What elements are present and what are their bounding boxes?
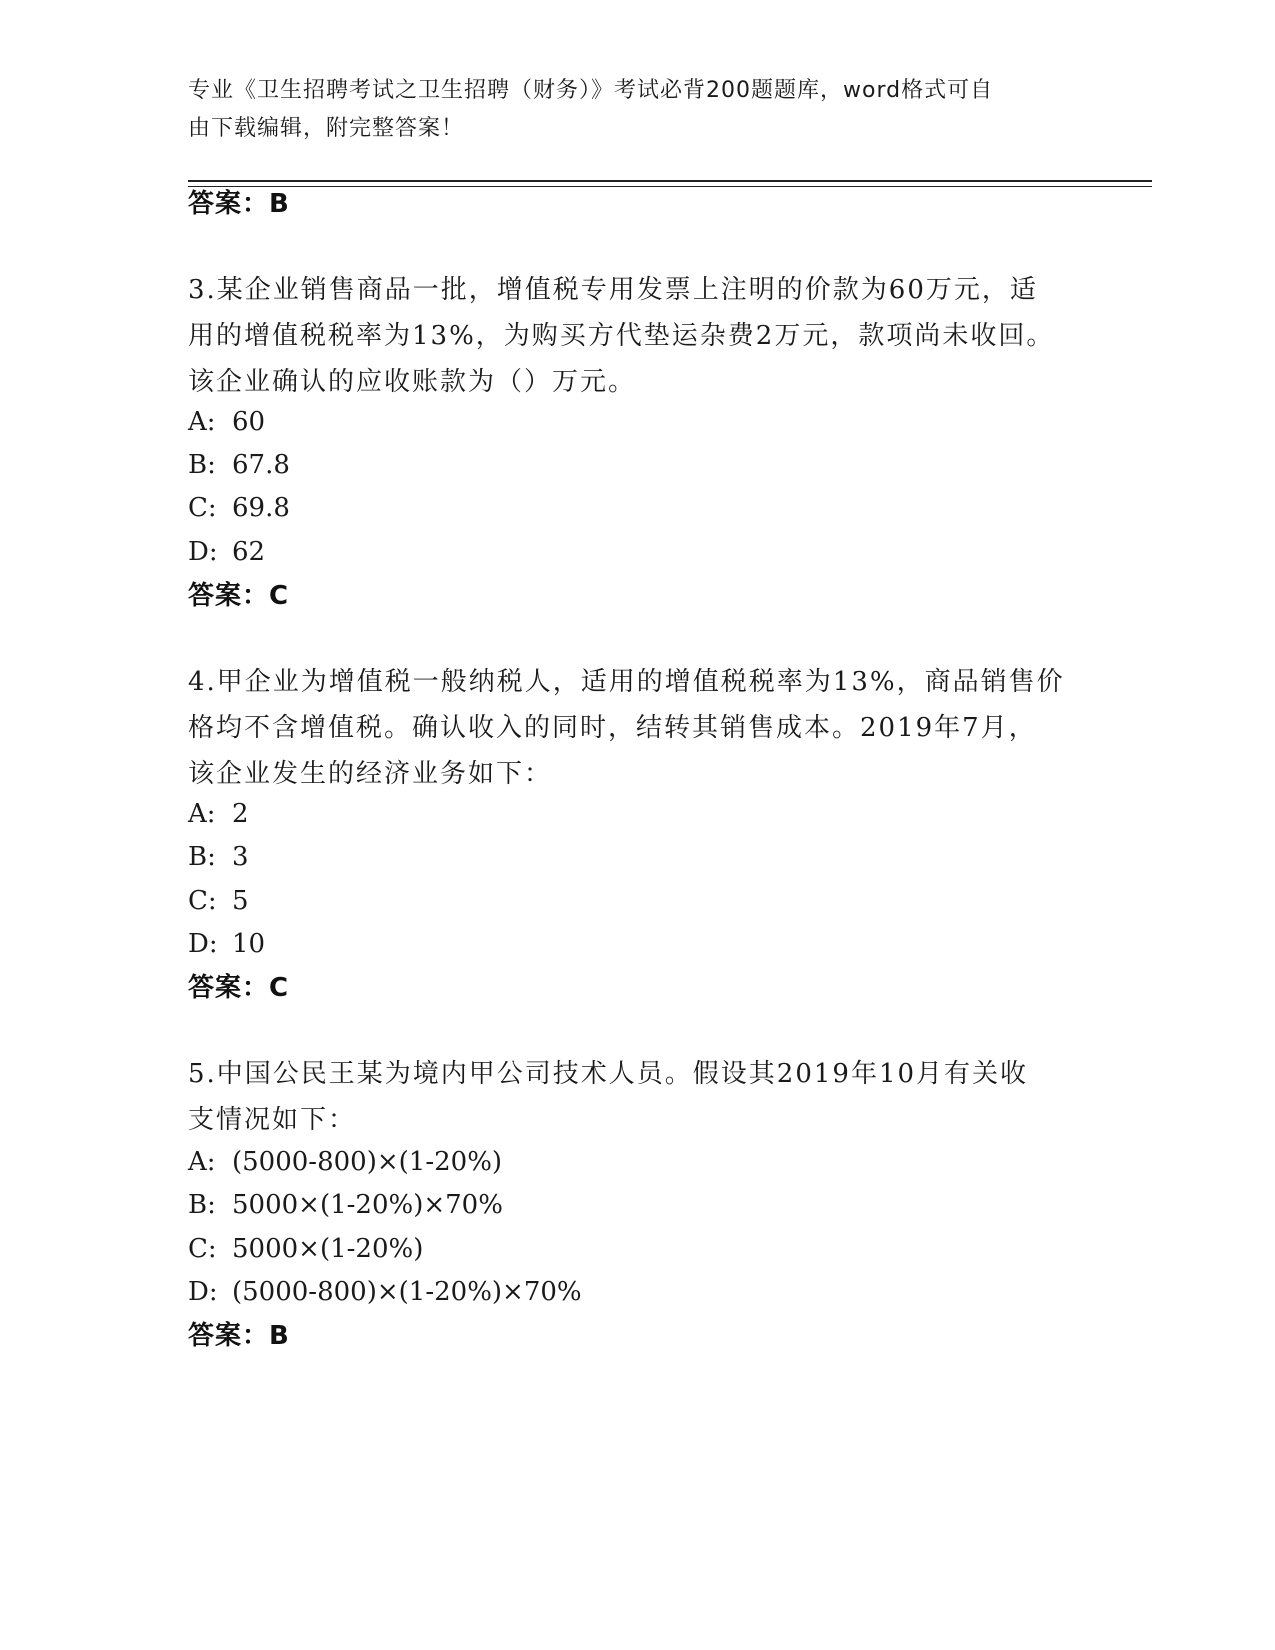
question-5-stem (188, 1051, 1088, 1143)
question-4-option-b (188, 839, 249, 875)
stem-line: 格均不含增值税。确认收入的同时，结转其销售成本。2019年7月， (188, 713, 1037, 743)
header-rule-thin (188, 186, 1152, 187)
document-header (188, 72, 1068, 148)
question-5-option-b (188, 1187, 503, 1223)
option-label: A: (188, 799, 216, 829)
option-label: C: (188, 886, 217, 916)
question-3-option-a (188, 404, 265, 440)
option-text: 69.8 (232, 493, 290, 523)
question-3-option-d (188, 534, 265, 570)
question-4-stem (188, 659, 1088, 797)
question-3-option-b (188, 447, 290, 483)
stem-line: 4.甲企业为增值税一般纳税人，适用的增值税税率为13%，商品销售价 (188, 667, 1065, 697)
question-5-option-d (188, 1274, 582, 1310)
option-label: D: (188, 1277, 218, 1307)
option-text: 67.8 (232, 450, 290, 480)
header-rule-thick (188, 180, 1152, 182)
stem-line: 该企业确认的应收账款为（）万元。 (188, 367, 637, 397)
stem-line: 用的增值税税率为13%，为购买方代垫运杂费2万元，款项尚未收回。 (188, 321, 1055, 351)
question-4-answer: 答案：C (188, 973, 290, 1003)
option-text: 2 (232, 799, 249, 829)
option-label: D: (188, 537, 218, 567)
stem-line: 5.中国公民王某为境内甲公司技术人员。假设其2019年10月有关收 (188, 1059, 1029, 1089)
stem-line: 3.某企业销售商品一批，增值税专用发票上注明的价款为60万元，适 (188, 275, 1038, 305)
option-label: B: (188, 842, 216, 872)
question-5-answer: 答案：B (188, 1321, 290, 1351)
question-4-option-a (188, 796, 249, 832)
header-line-2: 由下载编辑，附完整答案！ (188, 116, 465, 141)
option-text: 10 (232, 929, 266, 959)
option-text: 62 (232, 537, 266, 567)
question-3-option-c (188, 490, 290, 526)
option-text: (5000-800)×(1-20%)×70% (232, 1277, 582, 1307)
question-3-stem (188, 267, 1088, 405)
option-label: A: (188, 407, 216, 437)
question-5-option-a (188, 1144, 502, 1180)
question-4-option-c (188, 883, 249, 919)
option-label: B: (188, 1190, 216, 1220)
option-label: C: (188, 493, 217, 523)
option-label: D: (188, 929, 218, 959)
option-label: B: (188, 450, 216, 480)
question-4-option-d (188, 926, 265, 962)
option-label: C: (188, 1234, 217, 1264)
option-text: 60 (232, 407, 266, 437)
option-text: 3 (232, 842, 249, 872)
option-text: 5000×(1-20%)×70% (232, 1190, 503, 1220)
previous-answer: 答案：B (188, 189, 290, 219)
stem-line: 支情况如下： (188, 1105, 357, 1135)
option-text: (5000-800)×(1-20%) (232, 1147, 503, 1177)
stem-line: 该企业发生的经济业务如下： (188, 759, 553, 789)
option-text: 5 (232, 886, 249, 916)
option-text: 5000×(1-20%) (232, 1234, 424, 1264)
question-3-answer: 答案：C (188, 581, 290, 611)
header-line-1: 专业《卫生招聘考试之卫生招聘（财务）》考试必背200题题库，word格式可自 (188, 78, 994, 103)
option-label: A: (188, 1147, 216, 1177)
question-5-option-c (188, 1231, 423, 1267)
